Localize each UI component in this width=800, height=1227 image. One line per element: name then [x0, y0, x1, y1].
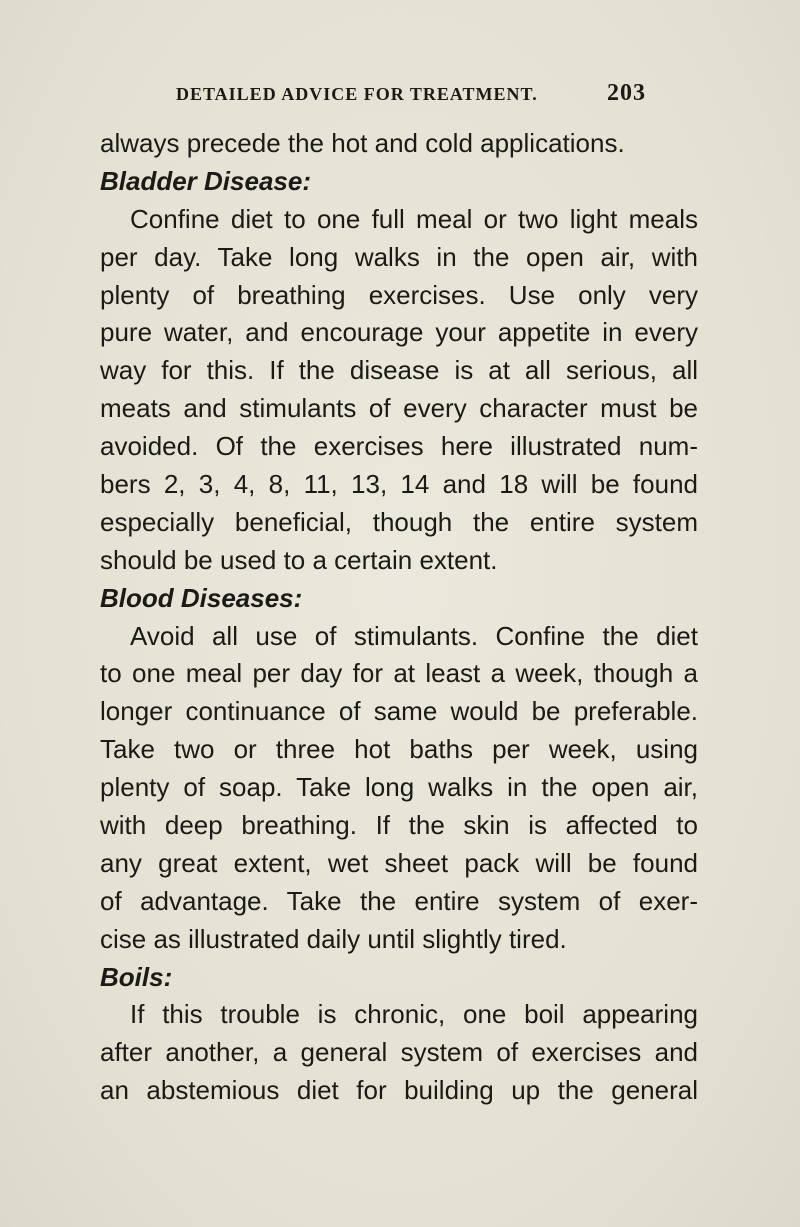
body-text — [100, 125, 698, 1110]
running-head-title: DETAILED ADVICE FOR TREATMENT. — [176, 84, 538, 104]
text-line: always precede the hot and cold applications. — [100, 128, 625, 158]
text-line: plenty of soap. Take long walks in the open air, — [100, 772, 698, 803]
text-line: Avoid all use of stimulants. Confine the diet — [130, 620, 698, 651]
section-heading: Blood Diseases: — [100, 582, 303, 613]
section-heading: Bladder Disease: — [100, 165, 311, 196]
text-line: an abstemious diet for building up the general — [100, 1075, 698, 1106]
text-line: after another, a general system of exercises and — [100, 1037, 698, 1068]
text-line: meats and stimulants of every character must be — [100, 393, 698, 424]
page-number: 203 — [607, 80, 646, 106]
text-line: to one meal per day for at least a week, though a — [100, 658, 698, 689]
text-line: way for this. If the disease is at all serious, all — [100, 355, 698, 386]
section-heading: Boils: — [100, 961, 173, 992]
text-line: plenty of breathing exercises. Use only very — [100, 279, 698, 310]
text-line: avoided. Of the exercises here illustrated num- — [100, 431, 698, 462]
text-line: Confine diet to one full meal or two light meals — [130, 203, 698, 234]
running-head — [176, 80, 646, 107]
text-line: Take two or three hot baths per week, using — [100, 734, 698, 765]
text-line: bers 2, 3, 4, 8, 11, 13, 14 and 18 will be found — [100, 469, 698, 500]
text-line: of advantage. Take the entire system of exer- — [100, 885, 698, 916]
text-line: should be used to a certain extent. — [100, 544, 498, 575]
text-line: especially beneficial, though the entire system — [100, 506, 698, 537]
text-line: any great extent, wet sheet pack will be found — [100, 847, 698, 878]
text-line: pure water, and encourage your appetite in every — [100, 317, 698, 348]
text-line: per day. Take long walks in the open air, with — [100, 241, 698, 272]
text-line: with deep breathing. If the skin is affected to — [100, 810, 698, 841]
text-line: If this trouble is chronic, one boil appearing — [130, 999, 698, 1030]
text-line: cise as illustrated daily until slightly tired. — [100, 923, 567, 954]
text-line: longer continuance of same would be preferable. — [100, 696, 698, 727]
